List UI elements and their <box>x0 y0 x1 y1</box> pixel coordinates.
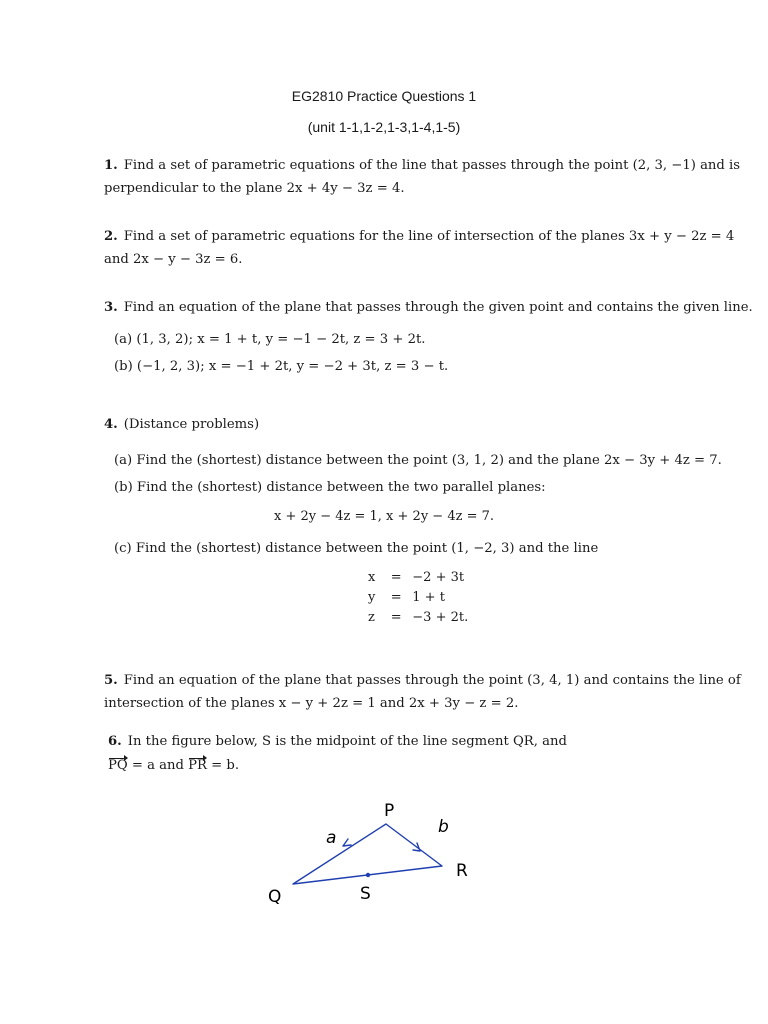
question-5-line-2: intersection of the planes x − y + 2z = 1 and 2x + 3y − z = 2. <box>104 696 519 711</box>
vector-pr: PR <box>188 758 207 773</box>
label-q: Q <box>268 887 282 907</box>
question-1-line-2: perpendicular to the plane 2x + 4y − 3z = 4. <box>104 181 405 196</box>
vector-pq: PQ <box>108 758 128 773</box>
equation-row-y: y = 1 + t <box>368 590 445 605</box>
question-6-eq-a: = a and <box>127 758 189 773</box>
label-s: S <box>360 884 371 904</box>
question-3-part-a: (a) (1, 3, 2); x = 1 + t, y = −1 − 2t, z = 3 + 2t. <box>114 332 426 347</box>
equation-row-z: z = −3 + 2t. <box>368 610 469 625</box>
question-4-number: 4. <box>104 417 118 432</box>
label-r: R <box>456 861 468 881</box>
question-6-eq-b: = b. <box>206 758 240 773</box>
question-2-number: 2. <box>104 229 118 244</box>
question-2-text: Find a set of parametric equations for the line of intersection of the planes 3x + y − 2z = 4 <box>123 229 735 244</box>
question-4-part-c: (c) Find the (shortest) distance between the point (1, −2, 3) and the line <box>114 541 599 556</box>
question-1-text: Find a set of parametric equations of the line that passes through the point (2, 3, −1) and is <box>123 158 741 173</box>
question-4-text: (Distance problems) <box>123 417 260 432</box>
label-a: a <box>326 828 337 848</box>
question-3-text: Find an equation of the plane that passes through the given point and contains the given line. <box>123 300 753 315</box>
question-6-text: In the figure below, S is the midpoint of the line segment QR, and <box>127 734 567 749</box>
question-3-part-b: (b) (−1, 2, 3); x = −1 + 2t, y = −2 + 3t, z = 3 − t. <box>114 359 449 374</box>
question-4-part-a: (a) Find the (shortest) distance between the point (3, 1, 2) and the plane 2x − 3y + 4z = 7. <box>114 453 722 468</box>
page-title: EG2810 Practice Questions 1 <box>291 88 477 104</box>
question-2-line-2: and 2x − y − 3z = 6. <box>104 252 243 267</box>
question-3-number: 3. <box>104 300 118 315</box>
question-4-part-b-equations: x + 2y − 4z = 1, x + 2y − 4z = 7. <box>273 509 495 524</box>
midpoint-dot <box>366 873 370 877</box>
question-5-text: Find an equation of the plane that passes through the point (3, 4, 1) and contains the line of <box>123 673 741 688</box>
label-p: P <box>384 801 395 821</box>
question-4-part-b: (b) Find the (shortest) distance between the two parallel planes: <box>114 480 546 495</box>
label-b: b <box>438 817 449 837</box>
question-1-number: 1. <box>104 158 118 173</box>
question-5-number: 5. <box>104 673 118 688</box>
equation-row-x: x = −2 + 3t <box>368 570 465 585</box>
question-6-number: 6. <box>108 734 122 749</box>
page-subtitle: (unit 1-1,1-2,1-3,1-4,1-5) <box>307 119 461 135</box>
arrow-a <box>343 839 351 846</box>
